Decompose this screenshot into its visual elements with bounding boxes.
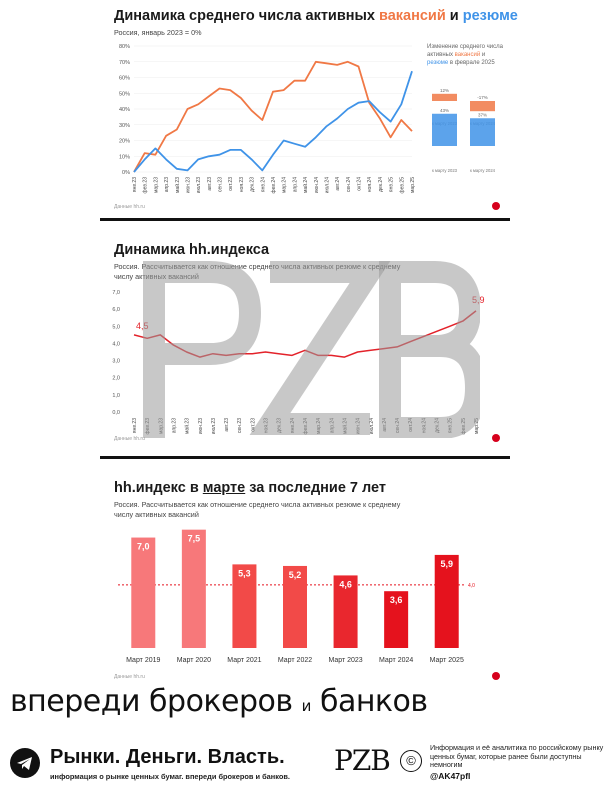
side-bar-value: 43% [439, 107, 450, 113]
y-tick-label: 60% [118, 75, 130, 82]
side-bar-value: -17% [477, 95, 488, 100]
chart2-svg [100, 232, 510, 450]
x-tick-label: дек.24 [434, 418, 441, 433]
brand-name: Рынки. Деньги. Власть. [50, 746, 285, 768]
y-tick-label: 1,0 [112, 392, 120, 399]
x-tick-label: авг.24 [335, 177, 342, 191]
x-tick-label: апр.24 [292, 177, 299, 193]
chart2-title: Динамика hh.индекса [114, 242, 270, 258]
x-tick-label: май.23 [184, 418, 191, 434]
brand-subtitle: информация о рынке ценных бумаг. впереди брокеров и банков. [50, 772, 290, 781]
chart2-subtitle: Россия. Рассчитывается как отношение среднего числа активных резюме к среднему числу активных вакансий [114, 262, 401, 281]
x-tick-label: фев.24 [303, 418, 309, 435]
y-tick-label: 70% [118, 59, 130, 66]
x-tick-label: сен.23 [217, 177, 224, 192]
chart2-source: Данные hh.ru [114, 436, 145, 442]
hh-logo-icon [492, 202, 500, 210]
tagline: впереди брокеров и банков [10, 684, 428, 719]
chart3-source: Данные hh.ru [114, 674, 145, 680]
x-tick-label: янв.25 [388, 177, 395, 193]
x-tick-label: июл.23 [196, 177, 203, 194]
x-tick-label: ноя.24 [367, 177, 374, 193]
y-tick-label: 5,0 [112, 324, 120, 331]
chart1-subtitle: Россия, январь 2023 = 0% [114, 28, 202, 37]
x-tick-label: янв.25 [447, 418, 454, 434]
hh-logo-icon [492, 672, 500, 680]
chart-panel-hh-index [100, 232, 510, 450]
x-tick-label: фев.25 [460, 418, 467, 435]
x-category-label: Март 2021 [227, 657, 262, 664]
chart1-svg [100, 0, 510, 218]
x-category-label: Март 2020 [176, 657, 211, 664]
x-tick-label: фев.25 [399, 177, 406, 194]
series-line-резюме [134, 71, 412, 172]
footer-info: Информация и её аналитика по российскому рынку ценных бумаг, которые ранее были доступны немногим [430, 743, 604, 770]
x-tick-label: апр.23 [164, 177, 171, 193]
y-tick-label: 50% [118, 91, 130, 98]
x-tick-label: сен.24 [345, 177, 352, 192]
pzb-logo: PZB [334, 744, 390, 777]
x-tick-label: окт.24 [356, 177, 363, 191]
x-category-label: Март 2025 [429, 657, 464, 664]
telegram-icon[interactable] [10, 748, 40, 778]
x-tick-label: мар.23 [153, 177, 160, 193]
bar-value-label: 3,6 [389, 595, 403, 606]
x-tick-label: июл.24 [368, 418, 375, 435]
x-tick-label: ноя.23 [263, 418, 270, 434]
x-tick-label: окт.24 [408, 418, 415, 432]
x-tick-label: фев.23 [142, 177, 149, 194]
x-category-label: Март 2023 [328, 657, 363, 664]
side-bar [470, 101, 495, 111]
side-bar-value: 12% [439, 87, 450, 93]
bar-value-label: 7,0 [137, 541, 150, 552]
x-tick-label: янв.24 [260, 177, 267, 193]
divider [100, 218, 510, 221]
side-bar-value: 37% [477, 112, 488, 118]
y-tick-label: 2,0 [112, 375, 120, 382]
bar-value-label: 5,3 [238, 568, 251, 579]
bar [182, 530, 206, 648]
x-tick-label: ноя.23 [238, 177, 245, 193]
y-tick-label: 6,0 [112, 307, 120, 314]
series-line-hh-index [134, 311, 476, 357]
x-tick-label: дек.23 [249, 177, 256, 192]
telegram-handle-link[interactable]: @AK47pfl [430, 771, 471, 781]
x-tick-label: авг.23 [206, 177, 213, 191]
side-bar [432, 114, 457, 146]
chart3-subtitle: Россия. Рассчитывается как отношение среднего числа активных резюме к среднему числу активных вакансий [114, 500, 401, 519]
x-tick-label: янв.23 [132, 418, 138, 434]
chart3-svg [100, 470, 510, 688]
bar-value-label: 5,2 [288, 569, 302, 580]
x-tick-label: фев.24 [271, 177, 277, 194]
y-tick-label: 10% [118, 154, 130, 161]
y-tick-label: 80% [118, 44, 130, 50]
data-label-start: 4,5 [136, 320, 149, 331]
x-tick-label: ноя.24 [421, 418, 428, 434]
data-label-end: 5,9 [472, 294, 485, 305]
bar-value-label: 4,6 [339, 579, 352, 590]
x-tick-label: авг.23 [224, 418, 231, 432]
x-tick-label: фев.23 [145, 418, 152, 435]
y-tick-label: 20% [118, 138, 130, 145]
x-tick-label: июл.24 [324, 177, 331, 194]
y-tick-label: 30% [118, 122, 130, 129]
y-tick-label: 0,0 [112, 410, 120, 416]
side-bar-group-label: к марту 2023 [432, 168, 457, 173]
x-tick-label: сен.23 [237, 418, 244, 433]
chart1-source: Данные hh.ru [114, 204, 145, 210]
y-tick-label: 0% [122, 170, 130, 176]
y-tick-label: 7,0 [112, 290, 120, 296]
reference-line-label: 4,0 [468, 582, 475, 589]
x-tick-label: июн.23 [197, 418, 204, 435]
y-tick-label: 4,0 [112, 341, 120, 348]
x-tick-label: мар.24 [316, 418, 323, 434]
x-tick-label: мар.24 [281, 177, 288, 193]
bar-value-label: 5,9 [440, 558, 453, 569]
x-tick-label: июл.23 [210, 418, 217, 435]
x-tick-label: июн.23 [185, 177, 192, 194]
x-tick-label: июн.24 [355, 418, 362, 435]
x-tick-label: апр.23 [171, 418, 178, 434]
x-category-label: Март 2022 [277, 657, 313, 664]
footer [0, 738, 616, 800]
y-tick-label: 3,0 [112, 358, 120, 365]
x-tick-label: мар.25 [474, 418, 480, 434]
x-tick-label: апр.24 [329, 418, 336, 434]
x-tick-label: окт.23 [250, 418, 257, 432]
side-bar [470, 118, 495, 146]
x-tick-label: май.24 [303, 177, 310, 193]
x-tick-label: авг.24 [381, 418, 388, 432]
x-tick-label: янв.23 [132, 177, 138, 193]
chart3-title: hh.индекс в марте за последние 7 лет [114, 480, 387, 496]
x-tick-label: июн.24 [313, 177, 320, 194]
copyright-icon: © [400, 750, 422, 772]
bar [131, 538, 155, 648]
x-tick-label: мар.25 [410, 177, 416, 193]
side-bar [432, 94, 457, 101]
x-tick-label: дек.24 [377, 177, 384, 192]
bar-value-label: 7,5 [187, 533, 201, 544]
x-tick-label: окт.23 [228, 177, 235, 191]
x-tick-label: май.23 [174, 177, 181, 193]
side-bar-group-label: к марту 2024 [470, 168, 495, 173]
x-tick-label: май.24 [342, 418, 349, 434]
divider [100, 456, 510, 459]
chart1-title: Динамика среднего числа активных вакансий и резюме [114, 8, 518, 24]
chart-panel-vacancies-resumes [100, 0, 518, 218]
hh-logo-icon [492, 434, 500, 442]
x-tick-label: сен.24 [395, 418, 402, 433]
x-category-label: Март 2019 [126, 657, 161, 664]
x-tick-label: янв.24 [289, 418, 296, 434]
chart1-side-note: Изменение среднего числа активных вакансий и резюме в феврале 2025 [427, 44, 503, 66]
x-tick-label: мар.23 [158, 418, 165, 434]
x-tick-label: дек.23 [276, 418, 283, 433]
x-category-label: Март 2024 [379, 657, 414, 664]
y-tick-label: 40% [118, 107, 130, 113]
chart-panel-march-index [100, 470, 510, 688]
